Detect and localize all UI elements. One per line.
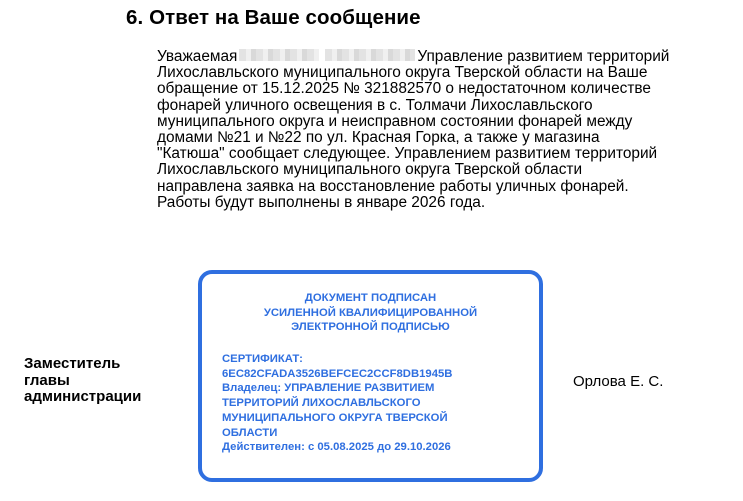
stamp-title-line: ЭЛЕКТРОННОЙ ПОДПИСЬЮ [291,321,450,334]
position-line: администрации [24,388,142,405]
electronic-signature-stamp [198,270,543,482]
owner-line: ОБЛАСТИ [222,426,278,439]
certificate-number: 6EC82CFADA3526BEFCEC2CCF8DB1945B [222,367,453,380]
letter-line: муниципального округа и неисправном состоянии фонарей между [157,112,633,130]
letter-line: Лихославльского муниципального округа Тверской области на Ваше [157,64,648,82]
letter-body [157,49,717,211]
section-heading: 6. Ответ на Ваше сообщение [126,6,421,29]
signer-position [24,356,141,406]
salutation-word: Уважаемая [157,48,238,65]
owner-line: ТЕРРИТОРИЙ ЛИХОСЛАВЛЬСКОГО [222,397,421,410]
letter-line: обращение от 15.12.2025 № 321882570 о недостаточном количестве [157,80,651,98]
redacted-patronymic [325,49,415,61]
stamp-title [202,291,539,335]
letter-line-salutation [157,49,717,65]
letter-line: домами №21 и №22 по ул. Красная Горка, а также у магазина [157,129,600,147]
position-line: главы [24,371,70,389]
letter-line: фонарей уличного освещения в с. Толмачи Лихославльского [157,96,593,114]
owner-line: Владелец: УПРАВЛЕНИЕ РАЗВИТИЕМ [222,382,435,395]
stamp-details [222,352,452,455]
salutation-continuation: Управление развитием территорий [417,48,670,65]
validity-period: Действителен: с 05.08.2025 до 29.10.2026 [222,441,451,454]
stamp-title-line: УСИЛЕННОЙ КВАЛИФИЦИРОВАННОЙ [263,306,478,319]
letter-line: Лихославльского муниципального округа Тверской области [157,161,583,179]
letter-line: "Катюша" сообщает следующее. Управлением развитием территорий [157,145,658,163]
stamp-title-line: ДОКУМЕНТ ПОДПИСАН [304,292,437,304]
letter-line: направлена заявка на восстановление работы уличных фонарей. [157,177,629,195]
redacted-name [239,49,319,61]
signer-name: Орлова Е. С. [573,373,664,390]
letter-line: Работы будут выполнены в январе 2026 года. [157,193,486,211]
owner-line: МУНИЦИПАЛЬНОГО ОКРУГА ТВЕРСКОЙ [222,411,448,424]
certificate-label: СЕРТИФИКАТ: [222,353,303,365]
position-line: Заместитель [24,355,121,372]
